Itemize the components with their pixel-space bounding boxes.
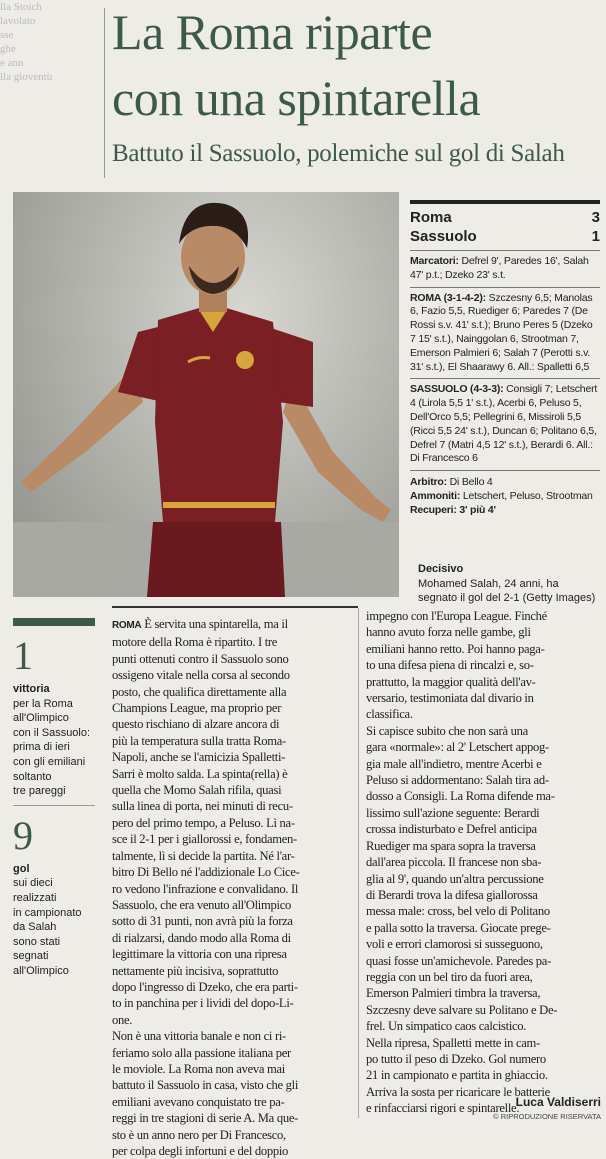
article-line: [366, 657, 601, 673]
article-line: [112, 616, 352, 634]
article-line: [112, 684, 352, 700]
article-line-text: classifica.: [366, 707, 413, 722]
article-line-text: Peluso si addormentano: Salah tira ad-: [366, 773, 549, 788]
article-line: [112, 831, 352, 847]
article-line: [366, 624, 601, 640]
article-line: [366, 706, 601, 722]
away-team: Sassuolo: [410, 228, 477, 245]
article-line: [112, 766, 352, 782]
fragment-line: sse: [0, 29, 14, 41]
sidebar-separator: [13, 805, 95, 806]
stat-line: per la Roma: [13, 697, 73, 710]
adjacent-article-fragment: [0, 0, 100, 90]
sassuolo-lineup-text: Consigli 7; Letschert 4 (Lirola 5,5 1' s.t.), Acerbi 6, Peluso 5, Dell'Orco 5,5; Pellegrini 6, Missiroli 5,5 (Ricci 5,5 24' s.t.), Duncan 6; Politano 6,5, Defrel 7 (Matri 4,5 12' s.t.), Berardi 6. All.: Di Francesco 6: [410, 383, 598, 465]
article-line-text: Champions League, ma proprio per: [112, 701, 282, 716]
article-line-text: Emerson Palmieri timbra la traversa,: [366, 986, 541, 1001]
roma-lineup: [410, 292, 600, 375]
article-line-text: to in panchina per i lividi del dopo-Li-: [112, 996, 294, 1011]
article-line-text: pero del primo tempo, a Peluso. Lì na-: [112, 815, 295, 830]
article-line: [112, 651, 352, 667]
article-line: [112, 897, 352, 913]
article-line-text: posto, che qualifica direttamente alla: [112, 684, 287, 699]
article-line-text: lissimo sull'azione seguente: Berardi: [366, 805, 540, 820]
player-photo: [13, 192, 399, 597]
article-line: [112, 798, 352, 814]
match-scoreboard: [410, 200, 600, 521]
article-line: [112, 913, 352, 929]
article-line: [112, 930, 352, 946]
article-line: [112, 1094, 352, 1110]
article-line: [366, 641, 601, 657]
article-line-text: Ruediger ma spara sopra la traversa: [366, 838, 536, 853]
sassuolo-lineup-label: SASSUOLO (4-3-3):: [410, 383, 504, 396]
article-line: [366, 1002, 601, 1018]
fragment-line: lavolato: [0, 15, 36, 27]
article-column-1: [112, 616, 352, 1159]
article-line: [366, 723, 601, 739]
article-line-text: glia al 9', quando un'altra percussione: [366, 871, 544, 886]
article-line: [366, 756, 601, 772]
article-line-text: nettamente più incisiva, soprattutto: [112, 963, 279, 978]
article-line: [366, 788, 601, 804]
stat-line: segnati: [13, 950, 49, 963]
article-line: [366, 739, 601, 755]
article-line-text: sulla linea di porta, nei minuti di recu-: [112, 799, 293, 814]
article-line-text: ossigeno vitale nella corsa al secondo: [112, 668, 290, 683]
article-line: [366, 674, 601, 690]
stat-line: prima di ieri: [13, 741, 70, 754]
bookings: [410, 489, 600, 503]
bookings-label: Ammoniti:: [410, 490, 461, 503]
article-line-text: sotto di 31 punti, non avrà più la forza: [112, 914, 293, 929]
stat-line: con gli emiliani: [13, 755, 86, 768]
article-line-text: crossa indisturbato e Defrel anticipa: [366, 822, 537, 837]
article-line-text: dall'area piccola. Il francese non sba-: [366, 855, 542, 870]
article-line-text: emiliani avevano conquistato tre pa-: [112, 1094, 285, 1109]
article-line-text: to una difesa piena di rincalzi e, so-: [366, 658, 534, 673]
article-line: [366, 985, 601, 1001]
stat-line: all'Olimpico: [13, 964, 69, 977]
article-line: [366, 821, 601, 837]
stat-line: realizzati: [13, 891, 57, 904]
article-line: [112, 733, 352, 749]
article-line: [366, 838, 601, 854]
fragment-line: lla gioventù: [0, 71, 53, 83]
article-line-text: quella che Momo Salah rifila, quasi: [112, 783, 282, 798]
article-line: [112, 1012, 352, 1028]
stat-line: soltanto: [13, 770, 52, 783]
caption-text: Mohamed Salah, 24 anni, ha segnato il gol del 2-1 (Getty Images): [418, 577, 596, 604]
article-line: [366, 969, 601, 985]
caption-label: Decisivo: [418, 563, 464, 575]
article-line: [112, 1127, 352, 1143]
article-line: [112, 1045, 352, 1061]
article-line: [112, 1061, 352, 1077]
roma-lineup-label: ROMA (3-1-4-2):: [410, 291, 486, 304]
article-line-text: punti ottenuti contro il Sassuolo sono: [112, 651, 289, 666]
article-line: [112, 995, 352, 1011]
article-line-text: sto è un anno nero per Di Francesco,: [112, 1127, 286, 1142]
byline: Luca Valdiserri: [515, 1095, 601, 1109]
sidebar-accent-bar: [13, 618, 95, 626]
article-line-text: dosso a Consigli. La Roma difende ma-: [366, 789, 555, 804]
article-line: [366, 690, 601, 706]
article-line: [112, 716, 352, 732]
referee: [410, 475, 600, 489]
article-line-text: e palla sotto la traversa. Giocate prege-: [366, 920, 551, 935]
article-line: [112, 700, 352, 716]
article-line-text: Szczesny deve salvare su Politano e De-: [366, 1002, 558, 1017]
copyright-notice: © RIPRODUZIONE RISERVATA: [493, 1112, 601, 1121]
article-line: [366, 1067, 601, 1083]
bookings-text: Letschert, Peluso, Strootman: [460, 490, 593, 503]
stoppage-time: [410, 503, 600, 517]
article-line-text: ro vedono l'infrazione e convalidano. Il: [112, 881, 299, 896]
article-line: [366, 871, 601, 887]
article-line-text: messa male: cross, bel velo di Politano: [366, 904, 550, 919]
article-line-text: prattutto, la maggior qualità dell'av-: [366, 674, 536, 689]
fragment-line: ghe: [0, 43, 16, 55]
article-line: [112, 848, 352, 864]
article-line-text: Sassuolo, che era venuto all'Olimpico: [112, 897, 291, 912]
body-top-rule: [112, 606, 358, 608]
article-line-text: bitro Di Bello né l'addizionale Lo Cice-: [112, 865, 300, 880]
article-line: [112, 749, 352, 765]
article-line: [112, 1077, 352, 1093]
article-line-text: gara «normale»: al 2' Letschert appog-: [366, 740, 549, 755]
article-line: [366, 936, 601, 952]
article-line: [112, 1143, 352, 1159]
scoreboard-rule: [410, 287, 600, 288]
home-team: Roma: [410, 209, 452, 226]
article-line-text: di rialzarsi, dando modo alla Roma di: [112, 930, 291, 945]
article-line: [366, 1051, 601, 1067]
article-line: [112, 782, 352, 798]
article-line-text: È servita una spintarella, ma il: [141, 617, 288, 631]
stoppage-text: 3' più 4': [456, 504, 496, 517]
article-line-text: po tutto il peso di Dzeko. Gol numero: [366, 1051, 546, 1066]
stat-line: sono stati: [13, 935, 61, 948]
article-line-text: reggi in tre stagioni di serie A. Ma que-: [112, 1111, 299, 1126]
stat-label: gol: [13, 862, 30, 875]
home-goals: 3: [591, 209, 600, 226]
away-score-row: [410, 227, 600, 246]
article-line-text: sce il 2-1 per i giallorossi e, fondamen-: [112, 832, 297, 847]
scorers-text: Defrel 9', Paredes 16', Salah 47' p.t.; Dzeko 23' s.t.: [410, 255, 589, 281]
article-line: [366, 772, 601, 788]
article-line: [112, 667, 352, 683]
headline-line-1: La Roma riparte: [112, 4, 433, 60]
article-line-text: Arriva la sosta per ricaricare le batterie: [366, 1084, 550, 1099]
article-line-text: one.: [112, 1012, 133, 1027]
article-line-text: dopo l'ingresso di Dzeko, che era parti-: [112, 979, 298, 994]
article-line: [366, 953, 601, 969]
article-line-text: più la temperatura sulla tratta Roma-: [112, 733, 286, 748]
article-line-text: per colpa degli infortuni e del doppio: [112, 1144, 289, 1158]
body-column-divider: [358, 608, 359, 1118]
article-line-text: Sarri è molto salda. La spinta(rella) è: [112, 766, 288, 781]
subheadline: Battuto il Sassuolo, polemiche sul gol di Salah: [112, 140, 565, 167]
article-line-text: Non è una vittoria banale e non ci ri-: [112, 1029, 286, 1044]
article-line: [112, 634, 352, 650]
article-line: [366, 805, 601, 821]
stat-label: vittoria: [13, 683, 50, 695]
article-line-text: frel. Un simpatico caos calcistico.: [366, 1019, 527, 1034]
scoreboard-rule: [410, 378, 600, 379]
article-line-text: le moviole. La Roma non aveva mai: [112, 1061, 286, 1076]
article-line-text: versario, testimoniata dal divario in: [366, 691, 534, 706]
article-line-text: feriamo solo alla passione italiana per: [112, 1045, 291, 1060]
referee-label: Arbitro:: [410, 476, 447, 489]
article-line-text: di Berardi trova la difesa giallorossa: [366, 887, 538, 902]
article-line: [366, 920, 601, 936]
article-line-text: Napoli, anche se l'amicizia Spalletti-: [112, 750, 286, 765]
stat-number: 1: [13, 633, 33, 678]
article-line: [112, 864, 352, 880]
article-line-text: Si capisce subito che non sarà una: [366, 723, 528, 738]
photo-caption: [418, 562, 600, 606]
stat-line: sui dieci: [13, 877, 53, 890]
headline-line-2: con una spintarella: [112, 70, 481, 126]
article-line-text: emiliani hanno retto. Poi hanno paga-: [366, 641, 545, 656]
article-line-text: hanno avuto forza nelle gambe, gli: [366, 625, 531, 640]
article-line-text: Nella ripresa, Spalletti mette in cam-: [366, 1035, 540, 1050]
article-line: [112, 1028, 352, 1044]
article-line-text: gia male all'indietro, mentre Acerbi e: [366, 756, 542, 771]
article-line-text: quasi fosse un'amichevole. Paredes pa-: [366, 953, 551, 968]
stat-text: [13, 862, 95, 979]
sassuolo-lineup: [410, 383, 600, 466]
stat-line: all'Olimpico: [13, 712, 69, 725]
article-line: [112, 979, 352, 995]
away-goals: 1: [591, 228, 600, 245]
stat-line: in campionato: [13, 906, 82, 919]
scorers-label: Marcatori:: [410, 255, 459, 267]
article-line: [366, 1035, 601, 1051]
article-line: [112, 963, 352, 979]
stoppage-label: Recuperi:: [410, 504, 457, 517]
scoreboard-rule: [410, 250, 600, 251]
stat-line: tre pareggi: [13, 785, 66, 798]
article-line: [366, 887, 601, 903]
roma-lineup-text: Szczesny 6,5; Manolas 6, Fazio 5,5, Ruediger 6; Paredes 7 (De Rossi s.v. 41' s.t.); Bruno Peres 5 (Dzeko 7 15' s.t.), Nainggolan 6, Strootman 7, Emerson Palmieri 6; Salah 7 (Perotti s.v. 31' s.t.), El Shaarawy 6. All.: Spalletti 6,5: [410, 291, 593, 373]
fragment-line: e ann: [0, 57, 24, 69]
scoreboard-rule: [410, 470, 600, 471]
officials: [410, 475, 600, 517]
article-line: [366, 608, 601, 624]
article-line: [112, 881, 352, 897]
stat-line: da Salah: [13, 921, 57, 934]
dateline: ROMA: [112, 620, 142, 631]
stats-sidebar: [13, 618, 95, 979]
article-line-text: impegno con l'Europa League. Finché: [366, 609, 547, 623]
stat-line: con il Sassuolo:: [13, 726, 91, 739]
article-line-text: reggia con un bel tiro da fuori area,: [366, 969, 533, 984]
article-line-text: 21 in campionato e partita in ghiaccio.: [366, 1068, 548, 1083]
scorers: [410, 255, 600, 283]
article-line: [366, 903, 601, 919]
article-column-2: [366, 608, 601, 1117]
article-line-text: e rinfacciarsi rigori e spintarelle.: [366, 1101, 520, 1116]
article-line: [366, 1018, 601, 1034]
stat-number: 9: [13, 812, 33, 858]
article-line-text: motore della Roma è ripartito. I tre: [112, 635, 278, 650]
column-divider: [104, 8, 105, 178]
fragment-line: lla Stoich: [0, 1, 42, 13]
home-score-row: [410, 208, 600, 227]
article-line: [112, 1110, 352, 1126]
article-line-text: talmente, lì si decide la partita. Né l'ar-: [112, 848, 295, 863]
article-line-text: voli e errori clamorosi si susseguono,: [366, 937, 543, 952]
article-line: [112, 815, 352, 831]
article-line-text: battuto il Sassuolo in casa, visto che gli: [112, 1078, 299, 1093]
stat-text: [13, 682, 95, 799]
article-line-text: legittimare la vittoria con una ripresa: [112, 947, 287, 962]
article-line-text: questo rischiano di alzare ancora di: [112, 717, 280, 732]
article-line: [112, 946, 352, 962]
scoreboard-top-rule: [410, 200, 600, 204]
article-line: [366, 854, 601, 870]
referee-text: Di Bello 4: [446, 476, 493, 489]
